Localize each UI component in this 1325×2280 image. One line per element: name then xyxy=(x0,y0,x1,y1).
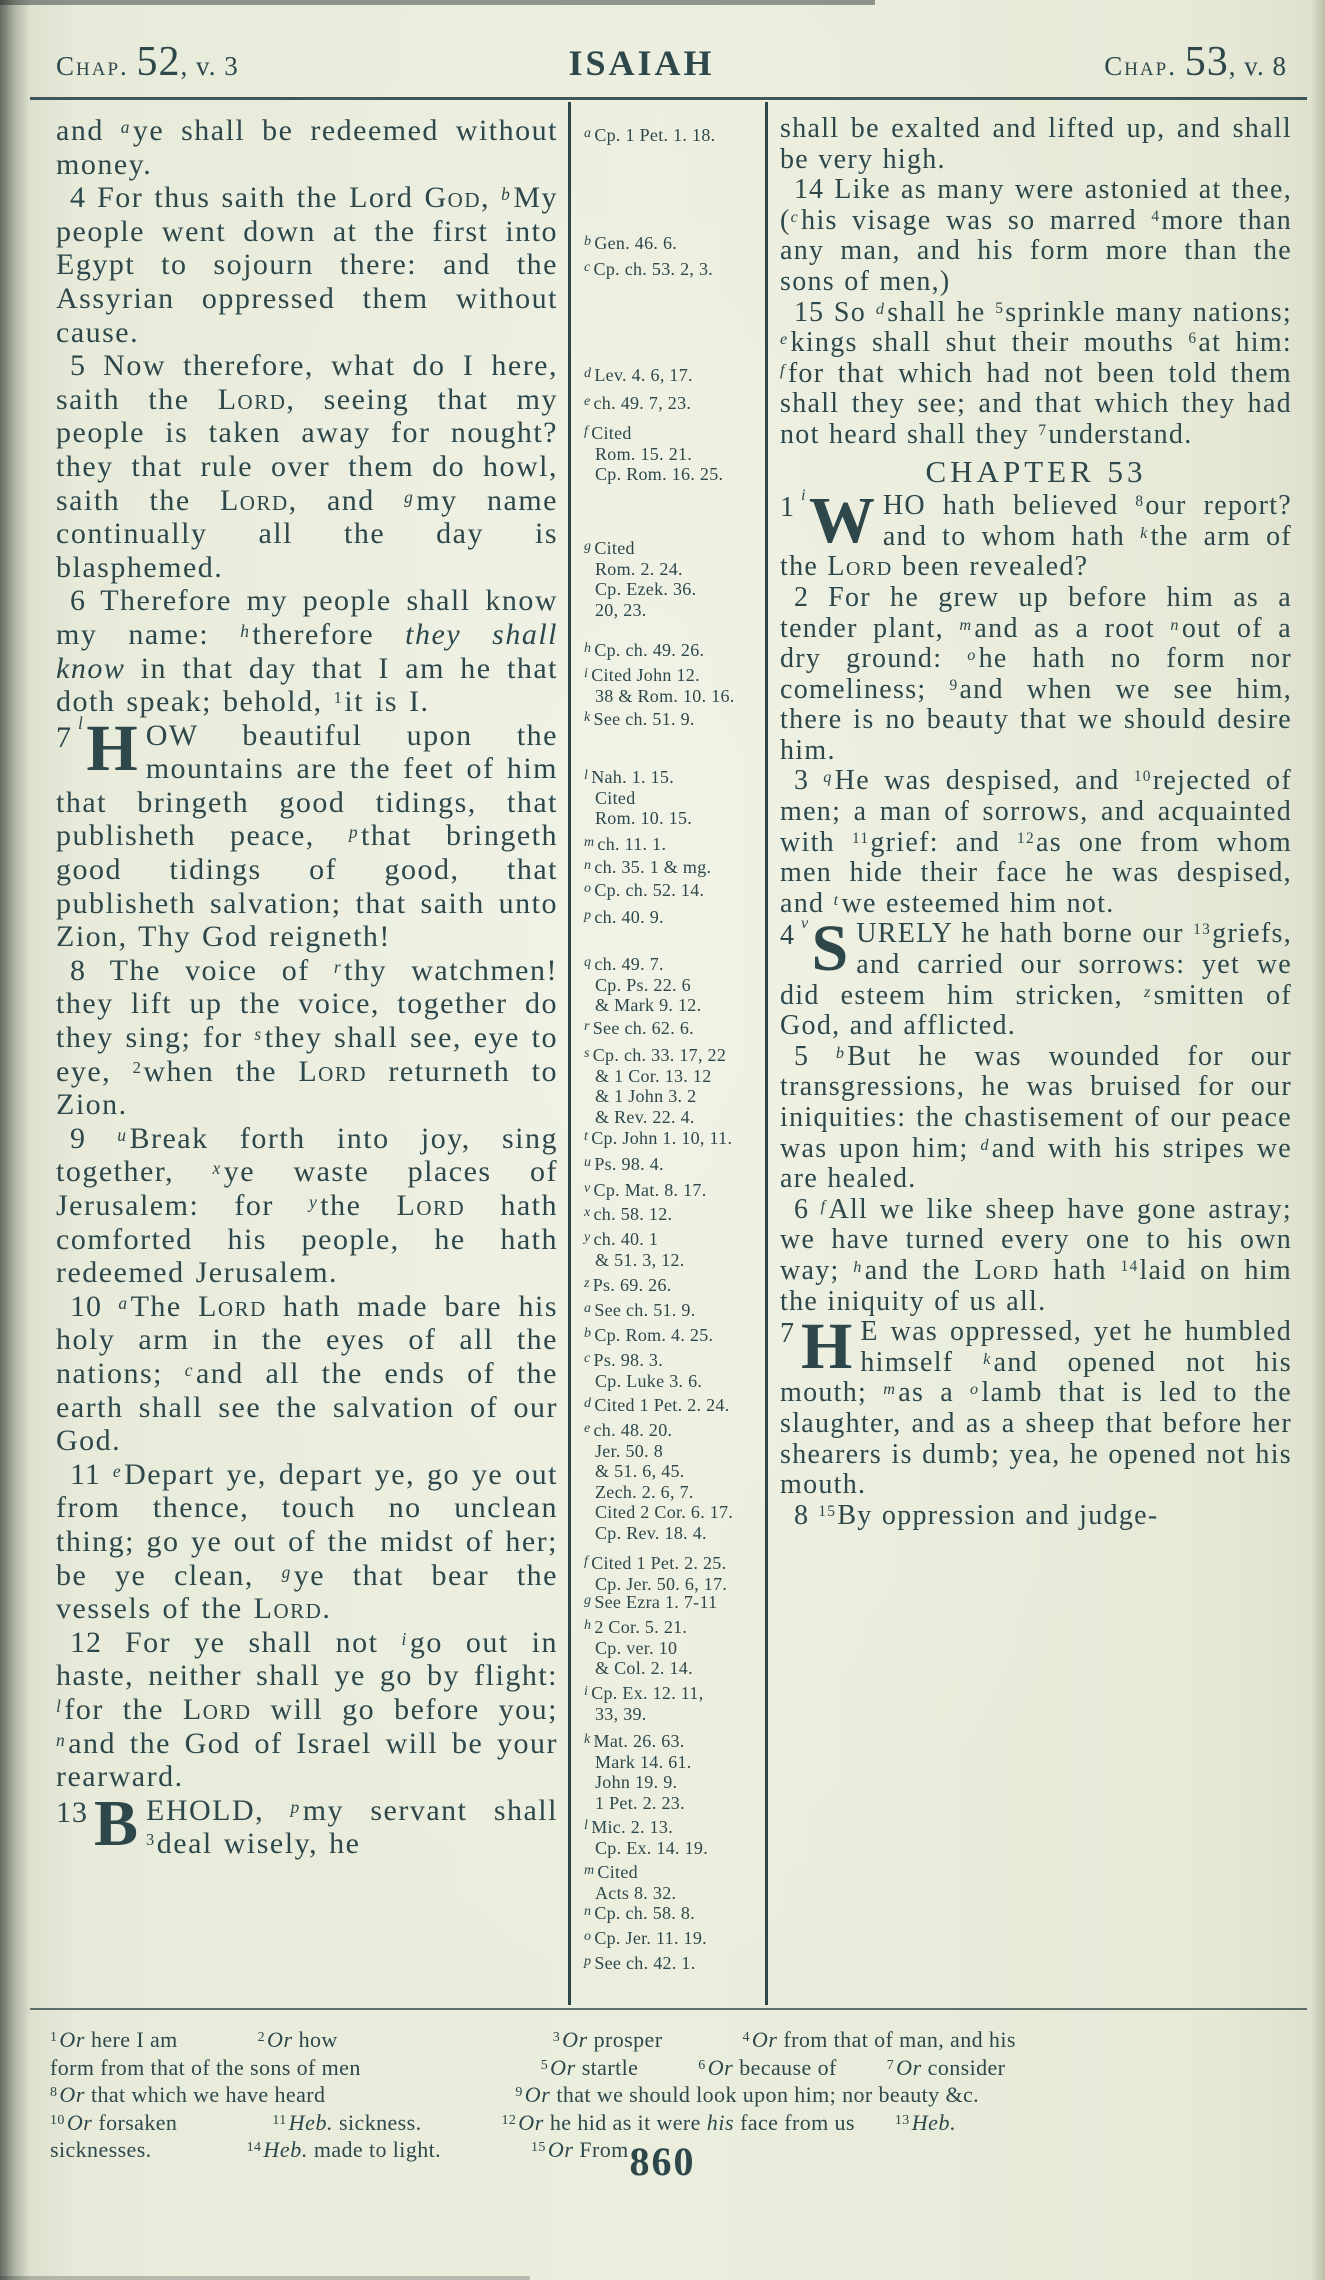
footnote-marker: 12 xyxy=(1017,829,1036,847)
verse-paragraph: 8 $^{15}$By oppression and judge- xyxy=(794,1499,1159,1531)
reference-letter: b xyxy=(584,1326,592,1341)
verse-number: 7 xyxy=(56,720,72,754)
reference-letter: a xyxy=(118,1292,129,1313)
cross-reference-entry: $^e$ ch. 49. 7, 23. xyxy=(584,393,692,413)
small-caps-name: Lord xyxy=(827,551,893,583)
cross-reference-entry: $^y$ ch. 40. 1 & 51. 3, 12. xyxy=(584,1228,763,1270)
verse-number: 14 xyxy=(794,174,824,206)
footnote-marker: 2 xyxy=(132,1057,143,1077)
reference-letter: l xyxy=(584,1818,589,1833)
verse-paragraph: 13 B EHOLD, $^p$my servant shall $^3$deal wisely, he xyxy=(56,1786,558,1861)
cross-reference-entry: $^n$ Cp. ch. 58. 8. xyxy=(584,1903,696,1923)
small-caps-name: Lord xyxy=(253,1592,323,1626)
right-text-column xyxy=(768,102,1292,2005)
reference-letter: p xyxy=(584,1954,592,1969)
page-edge-top xyxy=(0,0,875,5)
reference-letter: g xyxy=(281,1561,292,1582)
verse-number: 3 xyxy=(794,765,809,797)
reference-letter: h xyxy=(240,620,251,641)
cross-reference-entry: $^a$ Cp. 1 Pet. 1. 18. xyxy=(584,125,716,145)
chapter-verse: , v. 8 xyxy=(1228,51,1287,81)
reference-letter: b xyxy=(501,184,512,205)
cross-reference-line: Cp. Rev. 18. 4. xyxy=(595,1522,707,1543)
cross-reference-line: & Mark 9. 12. xyxy=(595,995,702,1015)
italic-text: Heb. xyxy=(911,2109,957,2135)
small-caps-name: Lord xyxy=(974,1254,1040,1286)
reference-letter: b xyxy=(584,234,592,249)
cross-reference-line: & Rev. 22. 4. xyxy=(595,1106,695,1127)
reference-letter: t xyxy=(833,890,840,909)
reference-letter: a xyxy=(584,126,592,141)
small-caps-name: Lord xyxy=(298,1054,367,1088)
reference-letter: n xyxy=(1170,615,1180,634)
cross-reference-line: & 1 Cor. 13. 12 xyxy=(595,1065,712,1086)
reference-letter: q xyxy=(584,955,592,970)
italic-text: Or xyxy=(267,2027,293,2052)
reference-letter: o xyxy=(967,646,977,665)
drop-cap-letter: B xyxy=(94,1786,139,1860)
reference-letter: r xyxy=(584,1019,590,1034)
verse-paragraph: 15 So $^d$shall he $^5$sprinkle many nations; $^e$kings shall shut their mouths $^6$at him: $^f$for that which had not been told them shall they see; and that which they had not heard shall they $^7$understand. xyxy=(780,296,1292,450)
verse-paragraph: 5 Now therefore, what do I here, saith the Lord, seeing that my people is taken away for nought? they that rule over them do howl, saith the Lord, and $^g$my name continually all the day is blasphemed. xyxy=(56,349,559,584)
footnote-marker: 6 xyxy=(1188,330,1198,348)
reference-letter: k xyxy=(584,1732,591,1747)
drop-cap-letter: H xyxy=(86,711,138,785)
reference-letter: m xyxy=(959,615,973,634)
reference-letter: b xyxy=(835,1043,846,1062)
reference-letter: s xyxy=(584,1046,590,1061)
italic-text: Or xyxy=(707,2054,734,2080)
verse-paragraph: 2 For he grew up before him as a tender plant, $^m$and as a root $^n$out of a dry ground: $^o$he hath no form nor comeliness; $^9$and when we see him, there is no beauty that we should desire him. xyxy=(780,581,1292,766)
drop-cap-group: 1 i W xyxy=(780,484,875,558)
cross-reference-line: 20, 23. xyxy=(595,599,647,620)
footnote-marker: 12 xyxy=(501,2112,517,2128)
italic-text: Heb. xyxy=(288,2109,334,2135)
cross-reference-column xyxy=(568,102,768,2005)
reference-letter: n xyxy=(584,1904,592,1919)
footnote-marker: 11 xyxy=(851,829,870,847)
verse-number: 7 xyxy=(780,1318,795,1350)
cross-reference-line: Mark 14. 61. xyxy=(595,1751,692,1772)
footnote-marker: 1 xyxy=(333,688,344,708)
cross-reference-line: 38 & Rom. 10. 16. xyxy=(595,685,735,706)
reference-letter: i xyxy=(584,666,589,681)
cross-reference-line: & Col. 2. 14. xyxy=(595,1658,693,1678)
verse-paragraph: 7 H E was oppressed, yet he humbled himself $^k$and opened not his mouth; $^m$as a $^o$lamb that is led to the slaughter, and as a sheep that before her shearers is dumb; yea, he opened not his mouth. xyxy=(780,1310,1292,1501)
chapter-number: 53 xyxy=(1184,39,1229,85)
reference-letter: k xyxy=(1140,523,1149,542)
reference-letter: o xyxy=(584,881,592,896)
verse-paragraph: 5 $^b$But he was wounded for our transgressions, he was bruised for our iniquities: the chastisement of our peace was upon him; $^d$and with his stripes we are healed. xyxy=(780,1040,1292,1195)
reference-letter: l xyxy=(584,768,589,783)
cross-reference-line: Rom. 2. 24. xyxy=(595,558,683,579)
footnote-line: $^{10}$Or forsaken $^{11}$Heb. sickness. $^{12}$Or he hid as it were his face from us $^{13}$Heb. xyxy=(50,2109,957,2135)
cross-reference-line: Jer. 50. 8 xyxy=(595,1440,663,1461)
reference-letter: e xyxy=(112,1460,123,1481)
cross-reference-line: 1 Pet. 2. 23. xyxy=(595,1792,685,1813)
cross-reference-line: Cp. Ex. 14. 19. xyxy=(595,1837,709,1858)
reference-letter: o xyxy=(970,1380,980,1399)
footnote-marker: 8 xyxy=(50,2085,58,2100)
verse-number: 13 xyxy=(56,1795,88,1829)
drop-cap-group xyxy=(780,1310,853,1384)
footnote-marker: 6 xyxy=(698,2057,706,2073)
small-caps-name: Lord xyxy=(182,1692,252,1726)
footnote-marker: 15 xyxy=(818,1502,837,1520)
italic-text: Or xyxy=(59,2027,86,2052)
cross-reference-entry: $^f$ Cited Rom. 15. 21. Cp. Rom. 16. 25. xyxy=(584,422,763,485)
cross-reference-line: Cp. Ezek. 36. xyxy=(595,579,697,599)
italic-text: Or xyxy=(524,2082,551,2107)
reference-letter: x xyxy=(212,1158,222,1179)
reference-letter: g xyxy=(584,539,592,554)
footnote-marker: 5 xyxy=(995,299,1005,317)
cross-reference-line: Cited 2 Cor. 6. 17. xyxy=(595,1502,734,1522)
reference-letter: n xyxy=(56,1729,67,1750)
reference-letter: f xyxy=(820,1196,827,1215)
footnote-line: $^1$Or here I am $^2$Or how $^3$Or prosper $^4$Or from that of man, and his xyxy=(50,2027,1016,2052)
cross-reference-entry: $^d$ Lev. 4. 6, 17. xyxy=(584,365,693,385)
cross-reference-line: Cp. ver. 10 xyxy=(595,1637,678,1658)
cross-reference-entry: $^g$ See Ezra 1. 7-11 xyxy=(584,1592,718,1612)
cross-reference-line: John 19. 9. xyxy=(595,1772,678,1792)
verse-number: 6 xyxy=(794,1193,809,1225)
reference-letter: a xyxy=(584,1301,592,1316)
footnote-marker: 4 xyxy=(1151,207,1161,225)
cross-reference-line: Rom. 10. 15. xyxy=(595,808,693,828)
reference-letter: p xyxy=(584,908,592,923)
italic-text: Or xyxy=(547,2137,574,2162)
reference-letter: m xyxy=(883,1380,897,1399)
footnote-marker: 13 xyxy=(894,2112,910,2128)
footnote-line: $^8$Or that which we have heard $^9$Or that we should look upon him; nor beauty &c. xyxy=(50,2082,980,2107)
reference-letter: k xyxy=(584,710,591,725)
cross-reference-entry: $^l$ Nah. 1. 15. Cited Rom. 10. 15. xyxy=(584,766,763,829)
reference-letter: m xyxy=(584,1863,595,1878)
header-rule xyxy=(30,97,1307,100)
page-number: 860 xyxy=(629,2139,696,2184)
left-text-column xyxy=(52,102,568,2005)
drop-cap-letter: W xyxy=(808,484,875,558)
main-text-area xyxy=(52,102,1292,2005)
verse-number: 4 xyxy=(780,920,795,952)
cross-reference-line: Acts 8. 32. xyxy=(595,1882,677,1903)
footnote-marker: 10 xyxy=(1133,768,1152,786)
cross-reference-entry: $^b$ Cp. Rom. 4. 25. xyxy=(584,1325,714,1345)
cross-reference-entry: $^f$ Cited 1 Pet. 2. 25. Cp. Jer. 50. 6, 17. xyxy=(584,1552,763,1594)
cross-reference-entry: $^g$ Cited Rom. 2. 24. Cp. Ezek. 36. 20, 23. xyxy=(584,537,763,620)
verse-number: 2 xyxy=(794,581,809,613)
verse-number: 5 xyxy=(70,349,86,383)
cross-reference-entry: $^x$ ch. 58. 12. xyxy=(584,1204,673,1224)
reference-letter: f xyxy=(584,1554,589,1569)
footnote-marker: 15 xyxy=(531,2140,546,2155)
small-caps-name: Lord xyxy=(217,382,287,416)
reference-letter: t xyxy=(584,1129,589,1144)
footnote-marker: 7 xyxy=(1038,421,1048,439)
reference-letter: h xyxy=(584,1618,592,1633)
reference-letter: f xyxy=(584,424,589,439)
footnote-marker: 5 xyxy=(540,2057,549,2073)
footnote-marker: 11 xyxy=(272,2112,287,2128)
reference-letter: g xyxy=(404,486,415,507)
drop-cap-group: 4 v S xyxy=(780,912,849,986)
reference-letter: i xyxy=(584,1684,589,1699)
cross-reference-entry: $^c$ Ps. 98. 3. Cp. Luke 3. 6. xyxy=(584,1349,763,1391)
verse-paragraph: 10 $^a$The Lord hath made bare his holy arm in the eyes of all the nations; $^c$and all the ends of the earth shall see the salvation of our God. xyxy=(56,1289,559,1458)
reference-letter: d xyxy=(584,1396,592,1411)
cross-reference-entry: $^i$ Cp. Ex. 12. 11, 33, 39. xyxy=(584,1682,763,1724)
drop-cap-group: 7 l H xyxy=(56,711,138,785)
reference-letter: c xyxy=(584,1351,591,1366)
cross-reference-line: & 51. 6, 45. xyxy=(595,1461,685,1481)
verse-paragraph: 7 l H OW beautiful upon the mountains are the feet of him that bringeth good tidings, that publisheth peace, $^p$that bringeth good tidings of good, that publisheth salvation; that saith unto Zion, Thy God reigneth! xyxy=(56,711,558,954)
verse-number: 12 xyxy=(70,1625,102,1659)
cross-reference-entry: $^h$ 2 Cor. 5. 21. Cp. ver. 10 & Col. 2. 14. xyxy=(584,1616,763,1679)
verse-number: 4 xyxy=(70,181,86,215)
book-spine-shadow xyxy=(0,0,30,2280)
verse-number: 11 xyxy=(70,1457,101,1491)
cross-reference-entry: $^n$ ch. 35. 1 & mg. xyxy=(584,857,712,877)
reference-letter: l xyxy=(56,1695,63,1716)
reference-letter: z xyxy=(1143,982,1152,1001)
footnote-marker: 13 xyxy=(1193,921,1212,939)
chapter-heading: CHAPTER 53 xyxy=(925,453,1147,489)
reference-letter: v xyxy=(584,1181,591,1196)
drop-cap-group xyxy=(56,1786,139,1860)
small-caps-name: Lord xyxy=(198,1289,267,1323)
page-header xyxy=(56,38,1287,86)
verse-number: 9 xyxy=(70,1121,86,1155)
italic-text: Or xyxy=(751,2027,778,2052)
reference-letter: y xyxy=(584,1230,591,1245)
cross-reference-entry: $^r$ See ch. 62. 6. xyxy=(584,1018,694,1038)
reference-letter: f xyxy=(780,360,786,379)
cross-reference-line: Rom. 15. 21. xyxy=(595,443,693,464)
verse-number: 8 xyxy=(70,953,86,987)
reference-letter: q xyxy=(823,768,833,787)
header-chapter-left xyxy=(56,38,239,86)
verse-paragraph: 6 Therefore my people shall know my name: $^h$therefore they shall know in that day that I am he that doth speak; behold, $^1$it is I. xyxy=(56,584,559,719)
cross-reference-entry: $^o$ Cp. ch. 52. 14. xyxy=(584,880,705,900)
reference-letter: c xyxy=(184,1359,194,1380)
footnote-line: sicknesses. $^{14}$Heb. made to light. $^{15}$Or From xyxy=(50,2137,629,2162)
footnote-marker: 4 xyxy=(742,2030,750,2045)
verse-number: 6 xyxy=(70,584,86,618)
cross-reference-line: Cp. Ps. 22. 6 xyxy=(595,974,691,995)
verse-paragraph: 14 Like as many were astonied at thee, ($^c$his visage was so marred $^4$more than any man, and his form more than the sons of men,) xyxy=(780,174,1292,297)
cross-reference-entry: $^o$ Cp. Jer. 11. 19. xyxy=(584,1928,707,1948)
reference-letter: e xyxy=(584,394,591,409)
cross-reference-entry: $^c$ Cp. ch. 53. 2, 3. xyxy=(584,259,714,279)
reference-letter: r xyxy=(333,956,343,977)
cross-reference-line: Cited xyxy=(595,787,636,808)
italic-text: Or xyxy=(518,2109,544,2135)
verse-number: 15 xyxy=(794,296,824,328)
reference-letter: k xyxy=(983,1349,992,1368)
cross-reference-entry: $^h$ Cp. ch. 49. 26. xyxy=(584,640,705,660)
footnote-marker: 1 xyxy=(50,2030,58,2045)
reference-letter: e xyxy=(780,330,789,349)
verse-paragraph: 9 $^u$Break forth into joy, sing together, $^x$ye waste places of Jerusalem: for $^y$the Lord hath comforted his people, he hath redeemed Jerusalem. xyxy=(56,1121,559,1290)
cross-reference-entry: $^m$ ch. 11. 1. xyxy=(584,834,667,854)
cross-reference-entry: $^q$ ch. 49. 7. Cp. Ps. 22. 6 & Mark 9. 12. xyxy=(584,953,763,1016)
cross-reference-entry: $^m$ Cited Acts 8. 32. xyxy=(584,1861,763,1903)
reference-letter: e xyxy=(584,1421,591,1436)
footnote-marker: 8 xyxy=(1135,493,1145,511)
reference-letter: y xyxy=(309,1192,319,1212)
small-caps-name: Lord xyxy=(396,1189,466,1222)
verse-paragraph: 3 $^q$He was despised, and $^{10}$rejected of men; a man of sorrows, and acquainted with $^{11}$grief: and $^{12}$as one from whom men hide their face he was despised, and $^t$we esteemed him not. xyxy=(780,765,1292,919)
footnote-rule xyxy=(30,2008,1307,2010)
reference-letter: d xyxy=(980,1135,990,1154)
verse-continuation: and $^a$ye shall be redeemed without money. xyxy=(56,114,558,181)
cross-reference-line: Cp. Jer. 50. 6, 17. xyxy=(595,1573,728,1594)
verse-paragraph: 4 For thus saith the Lord God, $^b$My people went down at the first into Egypt to sojourn there: and the Assyrian oppressed them without cause. xyxy=(56,181,559,349)
cross-reference-line: 33, 39. xyxy=(595,1703,647,1724)
footnote-line: form from that of the sons of men $^5$Or startle $^6$Or because of $^7$Or consider xyxy=(50,2054,1006,2080)
reference-letter: d xyxy=(584,366,592,381)
book-title: ISAIAH xyxy=(568,43,715,83)
verse-paragraph: 11 $^e$Depart ye, depart ye, go ye out from thence, touch no unclean thing; go ye out of the midst of her; be ye clean, $^g$ye that bear the vessels of the Lord. xyxy=(56,1457,559,1626)
cross-reference-line: & 1 John 3. 2 xyxy=(595,1086,697,1106)
cross-reference-entry: $^p$ See ch. 42. 1. xyxy=(584,1953,696,1973)
italic-text: they shall know xyxy=(56,617,559,685)
footnote-marker: 10 xyxy=(50,2112,65,2128)
cross-reference-entry: $^t$ Cp. John 1. 10, 11. xyxy=(584,1128,733,1148)
italic-text: Heb. xyxy=(263,2137,308,2162)
cross-reference-line: & 51. 3, 12. xyxy=(595,1249,685,1270)
verse-number: 8 xyxy=(794,1499,809,1531)
cross-reference-entry: $^k$ See ch. 51. 9. xyxy=(584,709,695,729)
footnote-marker: 7 xyxy=(886,2057,895,2073)
italic-text: Or xyxy=(896,2054,922,2080)
reference-letter: g xyxy=(584,1593,592,1608)
footnote-marker: 9 xyxy=(515,2085,523,2100)
footnote-marker: 2 xyxy=(257,2030,266,2045)
drop-cap-letter: H xyxy=(801,1310,853,1384)
chapter-label: Chap. xyxy=(1104,51,1177,81)
cross-reference-entry: $^d$ Cited 1 Pet. 2. 24. xyxy=(584,1395,730,1415)
verse-number: 5 xyxy=(794,1040,809,1072)
chapter-number: 52 xyxy=(136,39,181,85)
cross-reference-entry: $^a$ See ch. 51. 9. xyxy=(584,1300,696,1320)
italic-text: Or xyxy=(59,2082,86,2107)
verse-number: 10 xyxy=(70,1289,102,1323)
italic-text: Or xyxy=(66,2109,93,2135)
reference-letter: u xyxy=(117,1124,128,1145)
page-edge-right xyxy=(1311,0,1325,2280)
verse-paragraph: 12 For ye shall not $^i$go out in haste, neither shall ye go by flight: $^l$for the Lord will go before you; $^n$and the God of Israel will be your rearward. xyxy=(56,1625,558,1794)
verse-paragraph: 8 The voice of $^r$thy watchmen! they lift up the voice, together do they sing; for $^s$they shall see, eye to eye, $^2$when the Lord returneth to Zion. xyxy=(56,953,558,1122)
reference-letter: a xyxy=(120,117,131,137)
footnote-marker: 14 xyxy=(246,2140,262,2155)
reference-letter: d xyxy=(875,299,886,318)
reference-letter: c xyxy=(584,260,591,275)
reference-letter: o xyxy=(584,1929,592,1944)
cross-reference-entry: $^k$ Mat. 26. 63. Mark 14. 61. John 19. 9. 1 Pet. 2. 23. xyxy=(584,1730,763,1813)
verse-number: 1 xyxy=(780,492,795,524)
footnote-marker: 3 xyxy=(146,1830,156,1850)
reference-letter: p xyxy=(348,822,360,843)
reference-letter: z xyxy=(584,1276,590,1291)
cross-reference-entry: $^s$ Cp. ch. 33. 17, 22 & 1 Cor. 13. 12 & 1 John 3. 2 & Rev. 22. 4. xyxy=(584,1044,763,1127)
reference-letter: u xyxy=(584,1155,592,1170)
cross-reference-line: Cp. Rom. 16. 25. xyxy=(595,464,724,484)
verse-paragraph: 1 i W HO hath believed $^8$our report? and to whom hath $^k$the arm of the Lord been revealed? xyxy=(780,484,1292,583)
verse-continuation: shall be exalted and lifted up, and shall be very high. xyxy=(780,113,1292,175)
italic-text: his xyxy=(706,2109,735,2135)
page-edge-bottom xyxy=(0,2276,530,2280)
reference-letter: i xyxy=(401,1628,408,1649)
footnote-marker: 3 xyxy=(552,2030,561,2045)
footnote-marker: 9 xyxy=(949,676,959,694)
cross-reference-entry: $^b$ Gen. 46. 6. xyxy=(584,233,678,253)
cross-reference-line: Zech. 2. 6, 7. xyxy=(595,1481,694,1502)
cross-reference-line: Cp. Luke 3. 6. xyxy=(595,1370,703,1391)
reference-letter: h xyxy=(584,641,592,656)
cross-reference-entry: $^u$ Ps. 98. 4. xyxy=(584,1154,664,1174)
small-caps-name: Lord xyxy=(219,483,289,517)
italic-text: Or xyxy=(550,2054,576,2080)
drop-cap-letter: S xyxy=(811,912,849,986)
header-chapter-right xyxy=(1104,38,1287,86)
reference-letter: x xyxy=(584,1205,591,1220)
small-caps-name: God xyxy=(424,181,482,215)
chapter-verse: , v. 3 xyxy=(180,51,239,81)
cross-reference-entry: $^p$ ch. 40. 9. xyxy=(584,907,664,927)
chapter-label: Chap. xyxy=(56,51,129,81)
reference-letter: h xyxy=(853,1257,863,1276)
reference-letter: s xyxy=(254,1024,263,1045)
cross-reference-entry: $^i$ Cited John 12. 38 & Rom. 10. 16. xyxy=(584,664,763,706)
cross-reference-entry: $^v$ Cp. Mat. 8. 17. xyxy=(584,1180,707,1200)
italic-text: Or xyxy=(562,2027,588,2052)
reference-letter: m xyxy=(584,835,595,850)
cross-reference-entry: $^e$ ch. 48. 20. Jer. 50. 8 & 51. 6, 45. Zech. 2. 6, 7. Cited 2 Cor. 6. 17. Cp. Rev. 18. 4. xyxy=(584,1419,763,1543)
cross-reference-entry: $^z$ Ps. 69. 26. xyxy=(584,1275,672,1295)
reference-letter: n xyxy=(584,858,592,873)
footnote-marker: 14 xyxy=(1120,1257,1139,1275)
verse-paragraph: 6 $^f$All we like sheep have gone astray; we have turned every one to his own way; $^h$and the Lord hath $^{14}$laid on him the iniquity of us all. xyxy=(780,1193,1292,1317)
cross-reference-entry: $^l$ Mic. 2. 13. Cp. Ex. 14. 19. xyxy=(584,1816,763,1858)
reference-letter: p xyxy=(290,1796,301,1817)
verse-paragraph: 4 v S URELY he hath borne our $^{13}$griefs, and carried our sorrows: yet we did esteem him stricken, $^z$smitten of God, and afflicted. xyxy=(780,912,1292,1042)
reference-letter: c xyxy=(790,207,800,226)
